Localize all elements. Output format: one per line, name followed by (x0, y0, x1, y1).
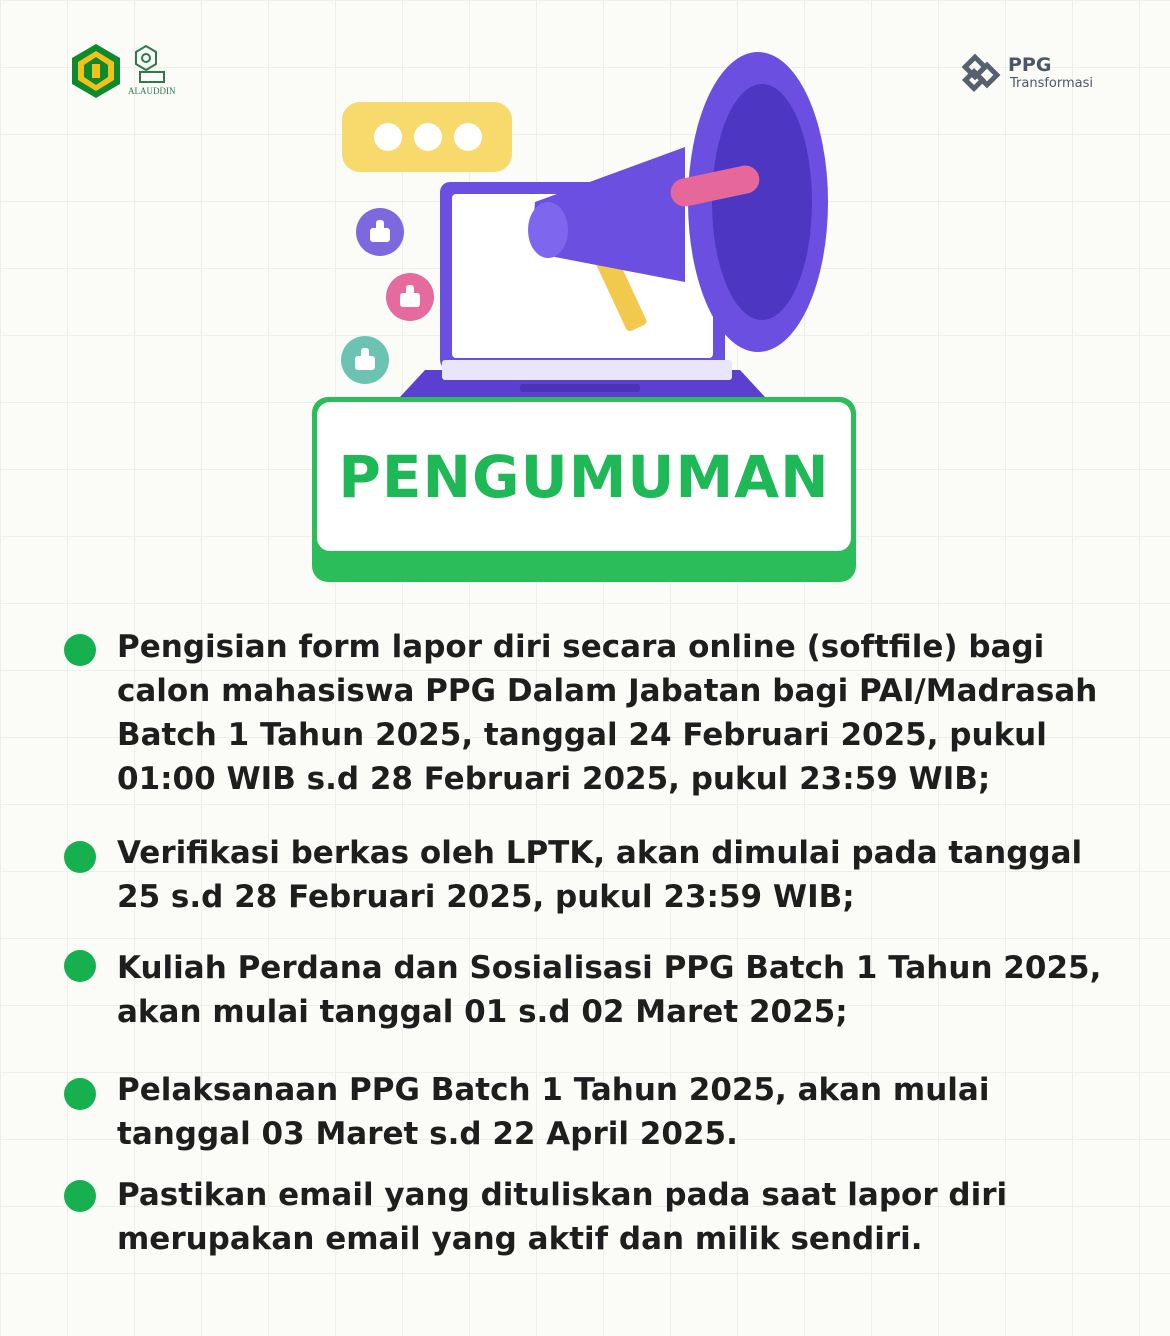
list-item-text: Pengisian form lapor diri secara online (softfile) bagi calon mahasiswa PPG Dalam Jabatan bagi PAI/Madrasah Batch 1 Tahun 2025, tanggal 24 Februari 2025, pukul 01:00 WIB s.d 28 Februari 2025, pukul 23:59 WIB; (117, 629, 1098, 797)
announcement-banner (312, 397, 856, 582)
thumbs-up-teal-icon (341, 336, 389, 384)
bullet-icon (64, 950, 96, 982)
bullet-icon (64, 841, 96, 873)
institution-logos (68, 42, 180, 100)
banner-title: PENGUMUMAN (338, 442, 830, 511)
ppg-tagline: Transformasi (1010, 76, 1094, 91)
thumbs-up-purple-icon (356, 208, 404, 256)
ppg-logo (960, 52, 1110, 96)
thumbs-up-pink-icon (386, 273, 434, 321)
megaphone-laptop-illustration (330, 52, 850, 402)
list-item-text: Pelaksanaan PPG Batch 1 Tahun 2025, akan mulai tanggal 03 Maret s.d 22 April 2025. (117, 1072, 990, 1152)
bullet-icon (64, 1078, 96, 1110)
alauddin-logo-icon (136, 46, 164, 82)
ppg-title: PPG (1008, 54, 1052, 76)
list-item-text: Kuliah Perdana dan Sosialisasi PPG Batch 1 Tahun 2025, akan mulai tanggal 01 s.d 02 Maret 2025; (117, 950, 1102, 1030)
announcement-banner-inner (317, 402, 851, 551)
bullet-icon (64, 634, 96, 666)
ppg-diamond-icon (960, 52, 1004, 96)
chat-bubble-icon (342, 102, 512, 172)
bullet-icon (64, 1180, 96, 1212)
alauddin-caption: ALAUDDIN (128, 86, 176, 96)
list-item-text: Pastikan email yang dituliskan pada saat lapor diri merupakan email yang aktif dan milik sendiri. (117, 1177, 1008, 1257)
list-item-text: Verifikasi berkas oleh LPTK, akan dimulai pada tanggal 25 s.d 28 Februari 2025, pukul 23:59 WIB; (117, 835, 1083, 915)
